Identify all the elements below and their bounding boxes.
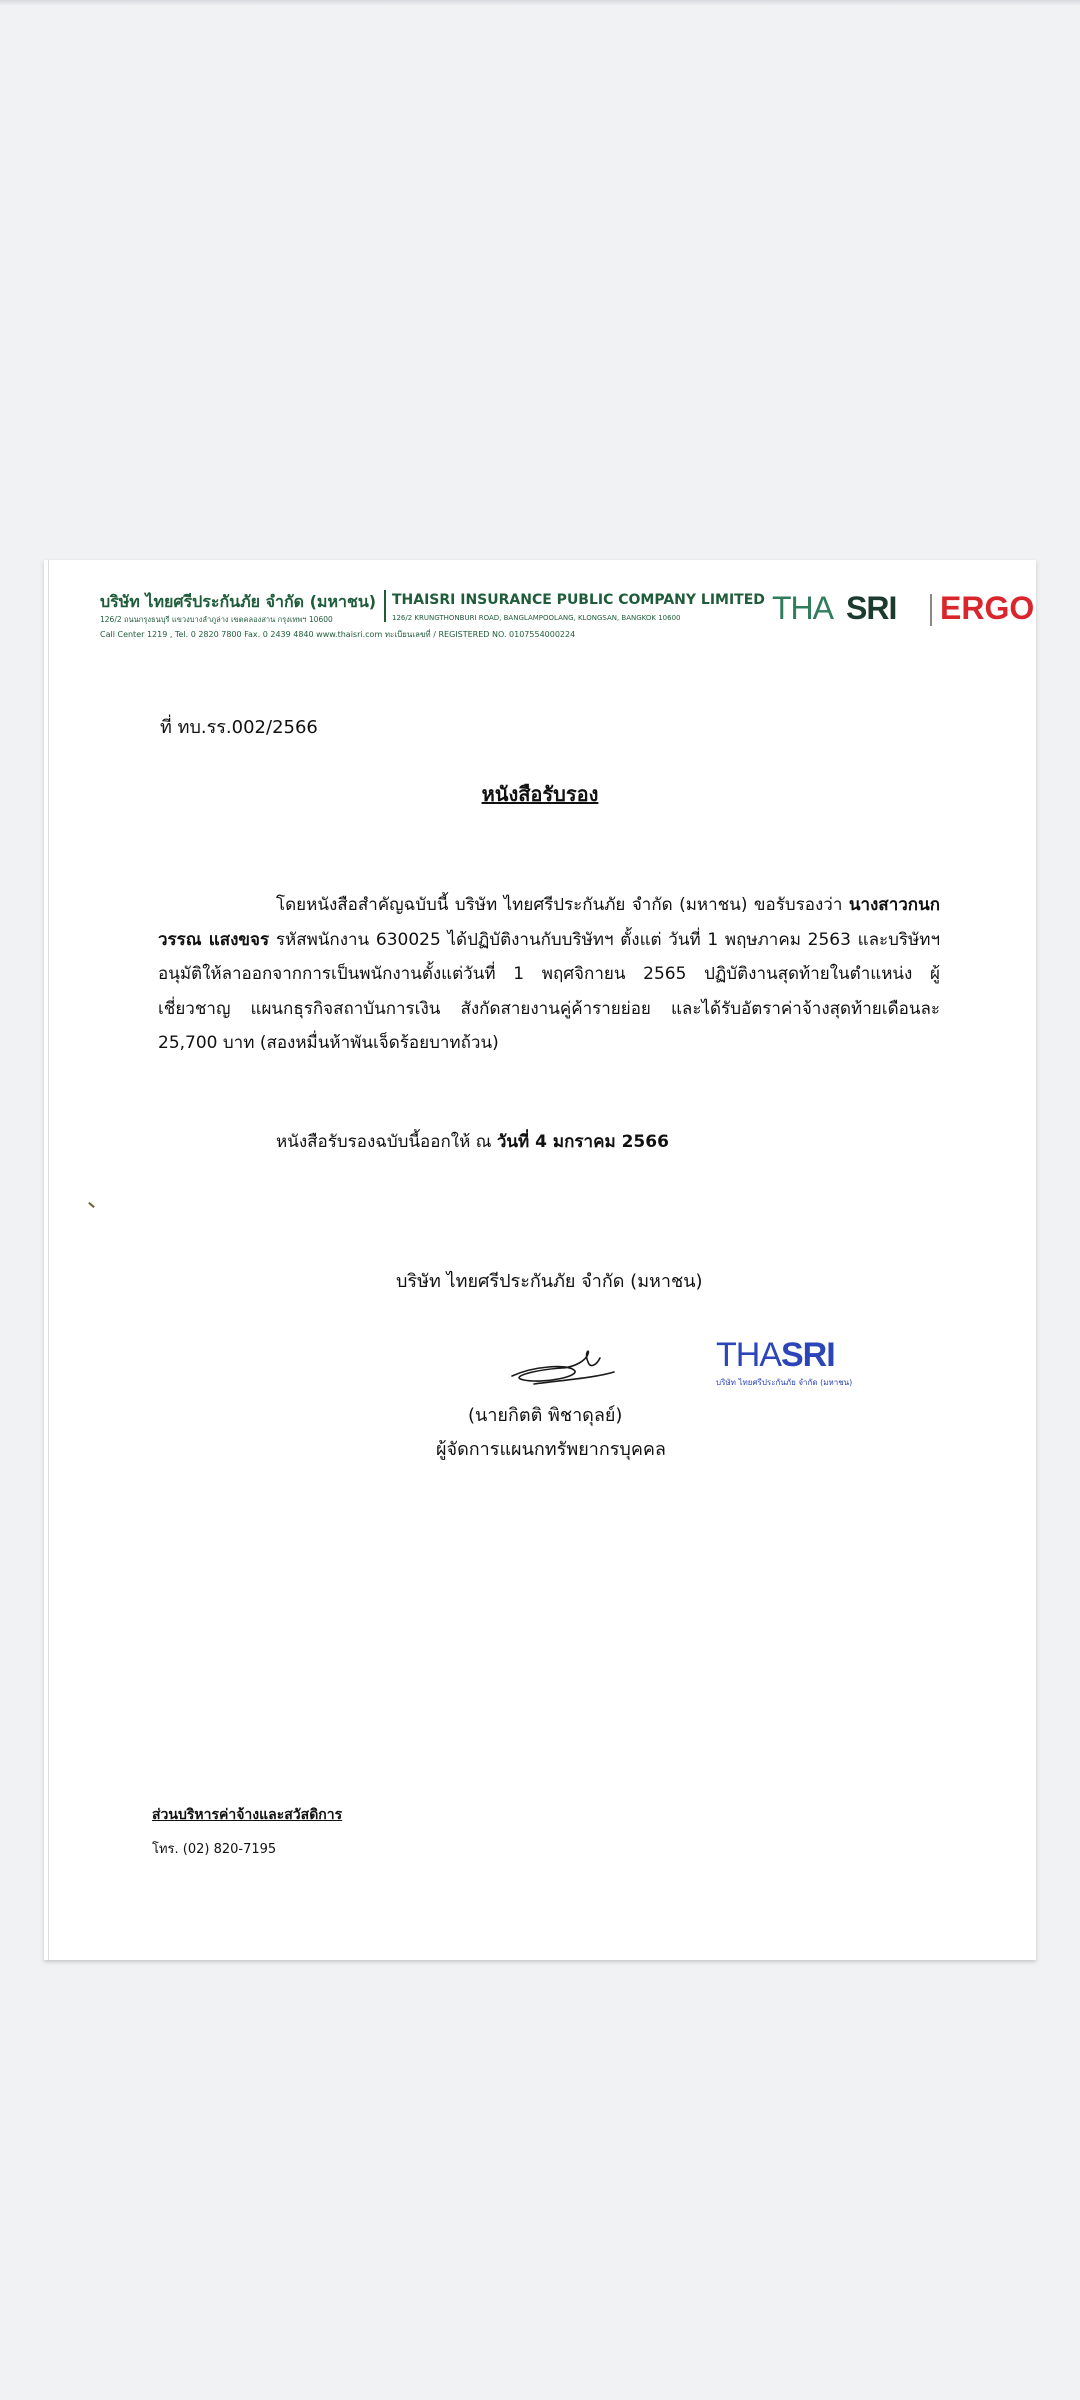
letterhead-address-th: 126/2 ถนนกรุงธนบุรี แขวงบางลำภูล่าง เขตคลองสาน กรุงเทพฯ 10600 [100,615,333,624]
document-page[interactable] [44,560,1036,1960]
body-details: รหัสพนักงาน 630025 ได้ปฏิบัติงานกับบริษัทฯ ตั้งแต่ วันที่ 1 พฤษภาคม 2563 และบริษัทฯ อนุมัติให้ลาออกจากการเป็นพนักงานตั้งแต่วันที่ 1 พฤศจิกายน 2565 ปฏิบัติงานสุดท้ายในตำแหน่ง ผู้เชี่ยวชาญ แผนกธุรกิจสถาบันการเงิน สังกัดสายงานคู่ค้ารายย่อย และได้รับอัตราค่าจ้างสุดท้ายเดือนละ 25,700 บาท (สองหมื่นห้าพันเจ็ดร้อยบาทถ้วน) [158,929,940,1053]
thaisri-ergo-logo [772,590,1035,630]
body-intro: โดยหนังสือสำคัญฉบับนี้ บริษัท ไทยศรีประกันภัย จำกัด (มหาชน) ขอรับรองว่า [276,895,843,915]
company-stamp [716,1336,856,1392]
employee-name: นางสาวกนกวรรณ แสงขจร [158,895,940,950]
footer-department: ส่วนบริหารค่าจ้างและสวัสดิการ [152,1807,343,1823]
letterhead-address-en: 126/2 KRUNGTHONBURI ROAD, BANGLAMPOOLANG, KLONGSAN, BANGKOK 10600 [392,614,681,622]
signer-title: ผู้จัดการแผนกทรัพยากรบุคคล [436,1439,666,1460]
document-title: หนังสือรับรอง [481,782,599,806]
letterhead-contact: Call Center 1219 , Tel. 0 2820 7800 Fax. 0 2439 4840 www.thaisri.com ทะเบียนเลขที่ / REGISTERED NO. 0107554000224 [100,630,576,639]
issue-date-line [276,1128,669,1155]
letterhead-company-en: THAISRI INSURANCE PUBLIC COMPANY LIMITED [392,592,765,608]
certificate-body [158,888,940,1061]
reference-number: ที่ ทบ.รร.002/2566 [160,717,318,738]
logo-ergo-text: ERGO [940,590,1035,626]
stamp-company-text: บริษัท ไทยศรีประกันภัย จำกัด (มหาชน) [716,1378,853,1387]
top-edge-shadow [0,0,1080,6]
issue-prefix: หนังสือรับรองฉบับนี้ออกให้ ณ [276,1132,492,1152]
letterhead-company-th: บริษัท ไทยศรีประกันภัย จำกัด (มหาชน) [100,592,377,611]
handwritten-signature [504,1340,624,1392]
letterhead-divider [384,590,386,622]
signatory-company: บริษัท ไทยศรีประกันภัย จำกัด (มหาชน) [396,1271,703,1292]
footer-phone: โทร. (02) 820-7195 [152,1842,277,1857]
logo-sri-text: SRI [846,590,897,626]
issue-date: วันที่ 4 มกราคม 2566 [496,1132,669,1152]
logo-tha-text: THA [772,590,833,626]
stray-mark [88,1202,95,1208]
signer-name: (นายกิตติ พิชาดุลย์) [468,1405,623,1426]
stamp-logo-text: THASRI [716,1336,835,1374]
logo-separator [930,594,932,626]
